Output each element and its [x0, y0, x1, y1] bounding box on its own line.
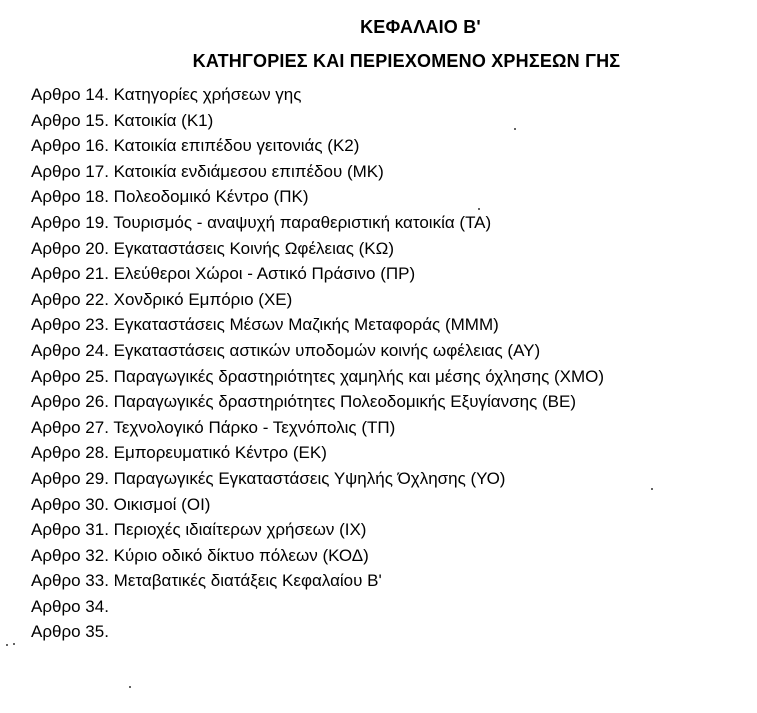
- article-item: Αρθρο 24. Εγκαταστάσεις αστικών υποδομών κοινής ωφέλειας (ΑΥ): [31, 340, 541, 360]
- article-item: Αρθρο 35.: [31, 622, 109, 642]
- article-item: Αρθρο 28. Εμπορευματικό Κέντρο (ΕΚ): [31, 443, 327, 463]
- article-item: Αρθρο 26. Παραγωγικές δραστηριότητες Πολεοδομικής Εξυγίανσης (ΒΕ): [31, 392, 576, 412]
- article-item: Αρθρο 14. Κατηγορίες χρήσεων γης: [31, 85, 302, 104]
- scan-speck: [651, 488, 653, 490]
- article-item: Αρθρο 30. Οικισμοί (ΟΙ): [31, 494, 211, 514]
- article-item: Αρθρο 21. Ελεύθεροι Χώροι - Αστικό Πράσινο (ΠΡ): [31, 264, 416, 284]
- scan-speck: [13, 643, 15, 645]
- article-item: Αρθρο 34.: [31, 596, 109, 616]
- article-item: Αρθρο 31. Περιοχές ιδιαίτερων χρήσεων (ΙΧ): [31, 520, 367, 540]
- article-item: Αρθρο 19. Τουρισμός - αναψυχή παραθεριστική κατοικία (ΤΑ): [31, 212, 492, 232]
- article-item: Αρθρο 25. Παραγωγικές δραστηριότητες χαμηλής και μέσης όχλησης (ΧΜΟ): [31, 366, 605, 386]
- scan-speck: [478, 208, 480, 210]
- article-item: Αρθρο 27. Τεχνολογικό Πάρκο - Τεχνόπολις (ΤΠ): [31, 417, 396, 437]
- chapter-subtitle: ΚΑΤΗΓΟΡΙΕΣ ΚΑΙ ΠΕΡΙΕΧΟΜΕΝΟ ΧΡΗΣΕΩΝ ΓΗΣ: [192, 51, 621, 71]
- article-item: Αρθρο 18. Πολεοδομικό Κέντρο (ΠΚ): [31, 187, 309, 207]
- article-item: Αρθρο 33. Μεταβατικές διατάξεις Κεφαλαίου Β': [31, 571, 382, 591]
- article-item: Αρθρο 32. Κύριο οδικό δίκτυο πόλεων (ΚΟΔ): [31, 545, 369, 565]
- chapter-title: ΚΕΦΑΛΑΙΟ Β': [360, 17, 481, 37]
- article-item: Αρθρο 23. Εγκαταστάσεις Μέσων Μαζικής Μεταφοράς (ΜΜΜ): [31, 315, 499, 335]
- article-item: Αρθρο 22. Χονδρικό Εμπόριο (ΧΕ): [31, 289, 293, 309]
- article-item: Αρθρο 17. Κατοικία ενδιάμεσου επιπέδου (ΜΚ): [31, 161, 384, 181]
- article-list: [31, 82, 604, 645]
- article-item: Αρθρο 15. Κατοικία (Κ1): [31, 110, 214, 130]
- scan-speck: [129, 686, 131, 688]
- article-item: Αρθρο 29. Παραγωγικές Εγκαταστάσεις Υψηλής Όχλησης (ΥΟ): [31, 468, 506, 488]
- scan-speck: [514, 128, 516, 130]
- scan-speck: [6, 644, 8, 646]
- article-item: Αρθρο 16. Κατοικία επιπέδου γειτονιάς (Κ2): [31, 136, 360, 156]
- article-item: Αρθρο 20. Εγκαταστάσεις Κοινής Ωφέλειας (ΚΩ): [31, 238, 395, 258]
